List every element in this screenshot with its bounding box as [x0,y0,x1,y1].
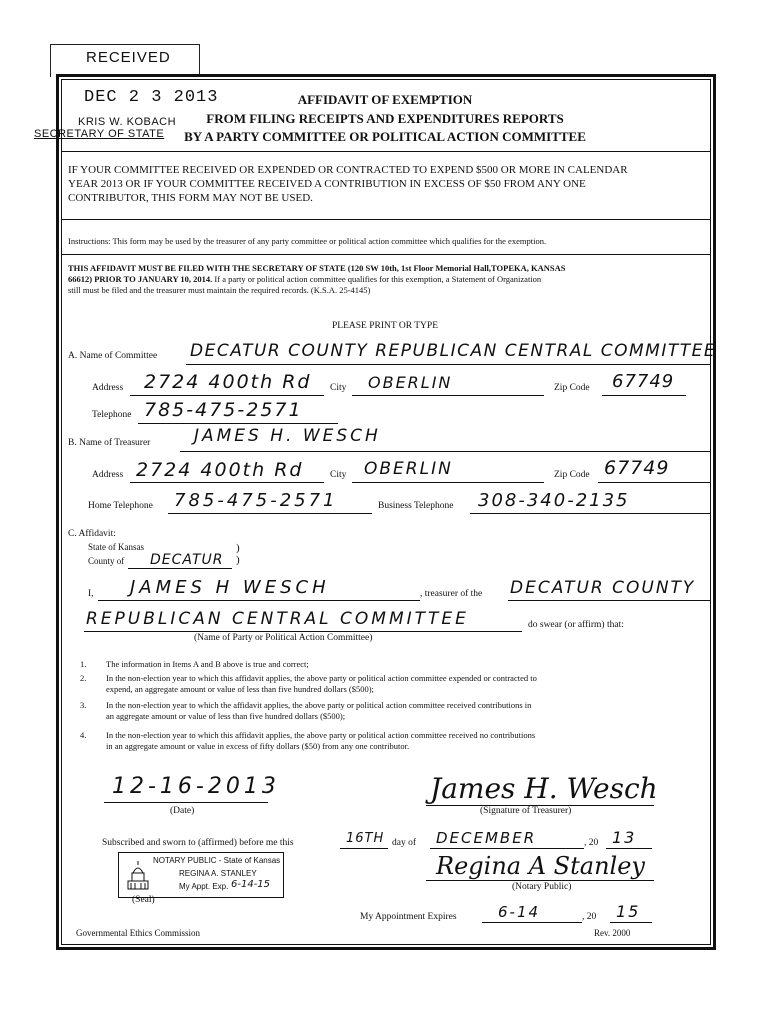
treasurer-zip-label: Zip Code [554,470,590,480]
statement-3-line-2: an aggregate amount or value of less than five hundred dollars ($500); [106,711,346,721]
notary-stamp [118,852,284,898]
affidavit-label: C. Affidavit: [68,529,116,539]
committee-city-line [352,395,544,396]
notary-day-value[interactable]: 16TH [346,831,385,846]
treasurer-address-label: Address [92,470,124,480]
form-subtitle-1: FROM FILING RECEIPTS AND EXPENDITURES REPORTS [206,111,564,126]
title-divider [62,151,710,152]
committee-telephone-line [138,423,338,424]
committee-part-1-value[interactable]: DECATUR COUNTY [510,578,696,598]
statement-2-number: 2. [80,673,87,683]
appointment-year-line [610,922,652,923]
treasurer-name-value[interactable]: JAMES H. WESCH [194,426,381,446]
notary-stamp-line-2: REGINA A. STANLEY [179,869,257,878]
statement-1-number: 1. [80,659,87,669]
footer-commission: Governmental Ethics Commission [76,928,200,938]
instructions-divider [62,254,710,255]
filing-notice-line-1: THIS AFFIDAVIT MUST BE FILED WITH THE SECRETARY OF STATE (120 SW 10th, 1st Floor Memorial Hall,TOPEKA, KANSAS [68,263,566,273]
form-inner-border [61,79,711,945]
statement-4-line-2: in an aggregate amount or value in excess of fifty dollars ($50) from any one contributor. [106,741,410,751]
committee-part-1-line [508,600,710,601]
treasurer-of-label: , treasurer of the [420,589,483,599]
affiant-name-value[interactable]: JAMES H WESCH [130,577,330,598]
state-of-kansas: State of Kansas [88,542,144,552]
seal-label: (Seal) [132,895,155,905]
signature-date-caption: (Date) [170,806,195,816]
appointment-date-value[interactable]: 6-14 [498,903,541,921]
day-of-label: day of [392,838,417,848]
warning-line-1: IF YOUR COMMITTEE RECEIVED OR EXPENDED OR CONTRACTED TO EXPEND $500 OR MORE IN CALENDAR [68,164,628,176]
committee-address-label: Address [92,383,124,393]
committee-address-value[interactable]: 2724 400th Rd [144,371,312,393]
committee-part-2-value[interactable]: REPUBLICAN CENTRAL COMMITTEE [86,609,469,629]
notary-stamp-line-3: My Appt. Exp. [179,882,229,891]
state-brace: ) [236,542,240,554]
committee-part-2-line [84,631,522,632]
treasurer-city-line [352,482,544,483]
treasurer-business-phone-value[interactable]: 308-340-2135 [478,490,630,511]
county-value[interactable]: DECATUR [150,552,224,568]
notary-caption: (Notary Public) [512,882,572,892]
notary-stamp-line-1: NOTARY PUBLIC - State of Kansas [153,856,281,865]
county-line [128,568,232,569]
statement-1-text [106,659,708,670]
committee-city-label: City [330,383,347,393]
statement-2-text [106,673,708,695]
statement-2-line-1: In the non-election year to which this affidavit applies, the above party or political action committee expended or contracted to [106,673,537,683]
treasurer-address-value[interactable]: 2724 400th Rd [136,459,304,481]
appointment-date-line [482,922,582,923]
subscribed-label: Subscribed and sworn to (affirmed) before me this [102,838,294,848]
warning-paragraph [68,163,708,205]
swear-label: do swear (or affirm) that: [528,620,624,630]
treasurer-zip-line [598,482,710,483]
notary-year-value[interactable]: 13 [612,828,637,847]
treasurer-home-phone-value[interactable]: 785-475-2571 [174,490,338,511]
appointment-year-prefix: , 20 [582,912,597,922]
received-stamp-name: KRIS W. KOBACH [78,116,177,128]
form-subtitle-2: BY A PARTY COMMITTEE OR POLITICAL ACTION COMMITTEE [184,129,586,144]
treasurer-home-phone-label: Home Telephone [88,501,153,511]
notary-signature-line [426,880,654,881]
notary-day-line [340,848,388,849]
affiant-name-line [98,600,420,601]
statement-3-text [106,700,708,722]
treasurer-signature-caption: (Signature of Treasurer) [480,806,572,816]
committee-zip-label: Zip Code [554,383,590,393]
print-notice: PLEASE PRINT OR TYPE [331,321,438,331]
filing-notice-line-2-rest: If a party or political action committee qualifies for this exemption, a Statement of Organization [212,274,542,284]
treasurer-home-phone-line [168,513,372,514]
treasurer-name-label: B. Name of Treasurer [68,438,151,448]
filing-notice-line-3: still must be filed and the treasurer must maintain the required records. (K.S.A. 25-4145) [68,285,371,295]
appointment-year-value[interactable]: 15 [616,902,641,921]
committee-zip-line [602,395,686,396]
notary-month-line [430,848,584,849]
statement-4-line-1: In the non-election year to which this affidavit applies, the above party or political action committee received no contributions [106,730,536,740]
committee-zip-value[interactable]: 67749 [612,371,675,392]
committee-telephone-value[interactable]: 785-475-2571 [144,399,303,421]
instructions-text: Instructions: This form may be used by the treasurer of any party committee or political action committee which qualifies for the exemption. [68,236,547,246]
filing-deadline: 66612) PRIOR TO JANUARY 10, 2014. [68,274,213,284]
treasurer-signature[interactable]: James H. Wesch [430,772,658,805]
committee-address-line [130,395,324,396]
filing-notice [68,263,708,296]
form-title: AFFIDAVIT OF EXEMPTION [297,92,473,107]
affiant-i-label: I, [88,589,94,599]
warning-line-2: YEAR 2013 OR IF YOUR COMMITTEE RECEIVED A CONTRIBUTION IN EXCESS OF $50 FROM ANY ONE [68,178,586,190]
signature-date-value[interactable]: 12-16-2013 [112,774,280,799]
statement-2-line-2: expend, an aggregate amount or value of less than five hundred dollars ($500); [106,684,374,694]
treasurer-name-line [180,451,710,452]
statement-1-line-1: The information in Items A and B above is true and correct; [106,659,309,669]
signature-date-line [104,802,268,803]
committee-name-caption: (Name of Party or Political Action Committee) [194,633,373,643]
notary-signature[interactable]: Regina A Stanley [436,852,645,880]
treasurer-city-label: City [330,470,347,480]
committee-name-value[interactable]: DECATUR COUNTY REPUBLICAN CENTRAL COMMITTEE [190,341,717,361]
notary-year-line [606,848,652,849]
received-stamp-label: RECEIVED [86,49,171,66]
treasurer-business-phone-line [470,513,710,514]
received-stamp-office: SECRETARY OF STATE [34,128,165,140]
warning-line-3: CONTRIBUTOR, THIS FORM MAY NOT BE USED. [68,192,313,204]
notary-year-prefix: , 20 [584,838,599,848]
capitol-icon [125,859,151,891]
committee-city-value[interactable]: OBERLIN [368,373,453,392]
committee-name-line [186,364,710,365]
treasurer-city-value[interactable]: OBERLIN [364,459,453,479]
treasurer-zip-value[interactable]: 67749 [604,457,670,479]
notary-month-value[interactable]: DECEMBER [436,829,537,847]
committee-telephone-label: Telephone [92,410,132,420]
footer-revision: Rev. 2000 [594,928,631,938]
committee-name-label: A. Name of Committee [68,351,158,361]
statement-4-number: 4. [80,730,87,740]
county-label: County of [88,556,125,566]
filing-notice-line-2 [68,274,708,285]
notary-stamp-exp: 6-14-15 [231,879,271,890]
treasurer-business-phone-label: Business Telephone [378,501,454,511]
treasurer-address-line [130,482,324,483]
statement-3-number: 3. [80,700,87,710]
appointment-label: My Appointment Expires [360,912,457,922]
warning-divider [62,219,710,220]
statement-3-line-1: In the non-election year to which the affidavit applies, the above party or political action committee received contributions in [106,700,532,710]
county-brace: ) [236,554,240,566]
received-stamp-date: DEC 2 3 2013 [84,88,219,107]
statement-4-text [106,730,708,752]
